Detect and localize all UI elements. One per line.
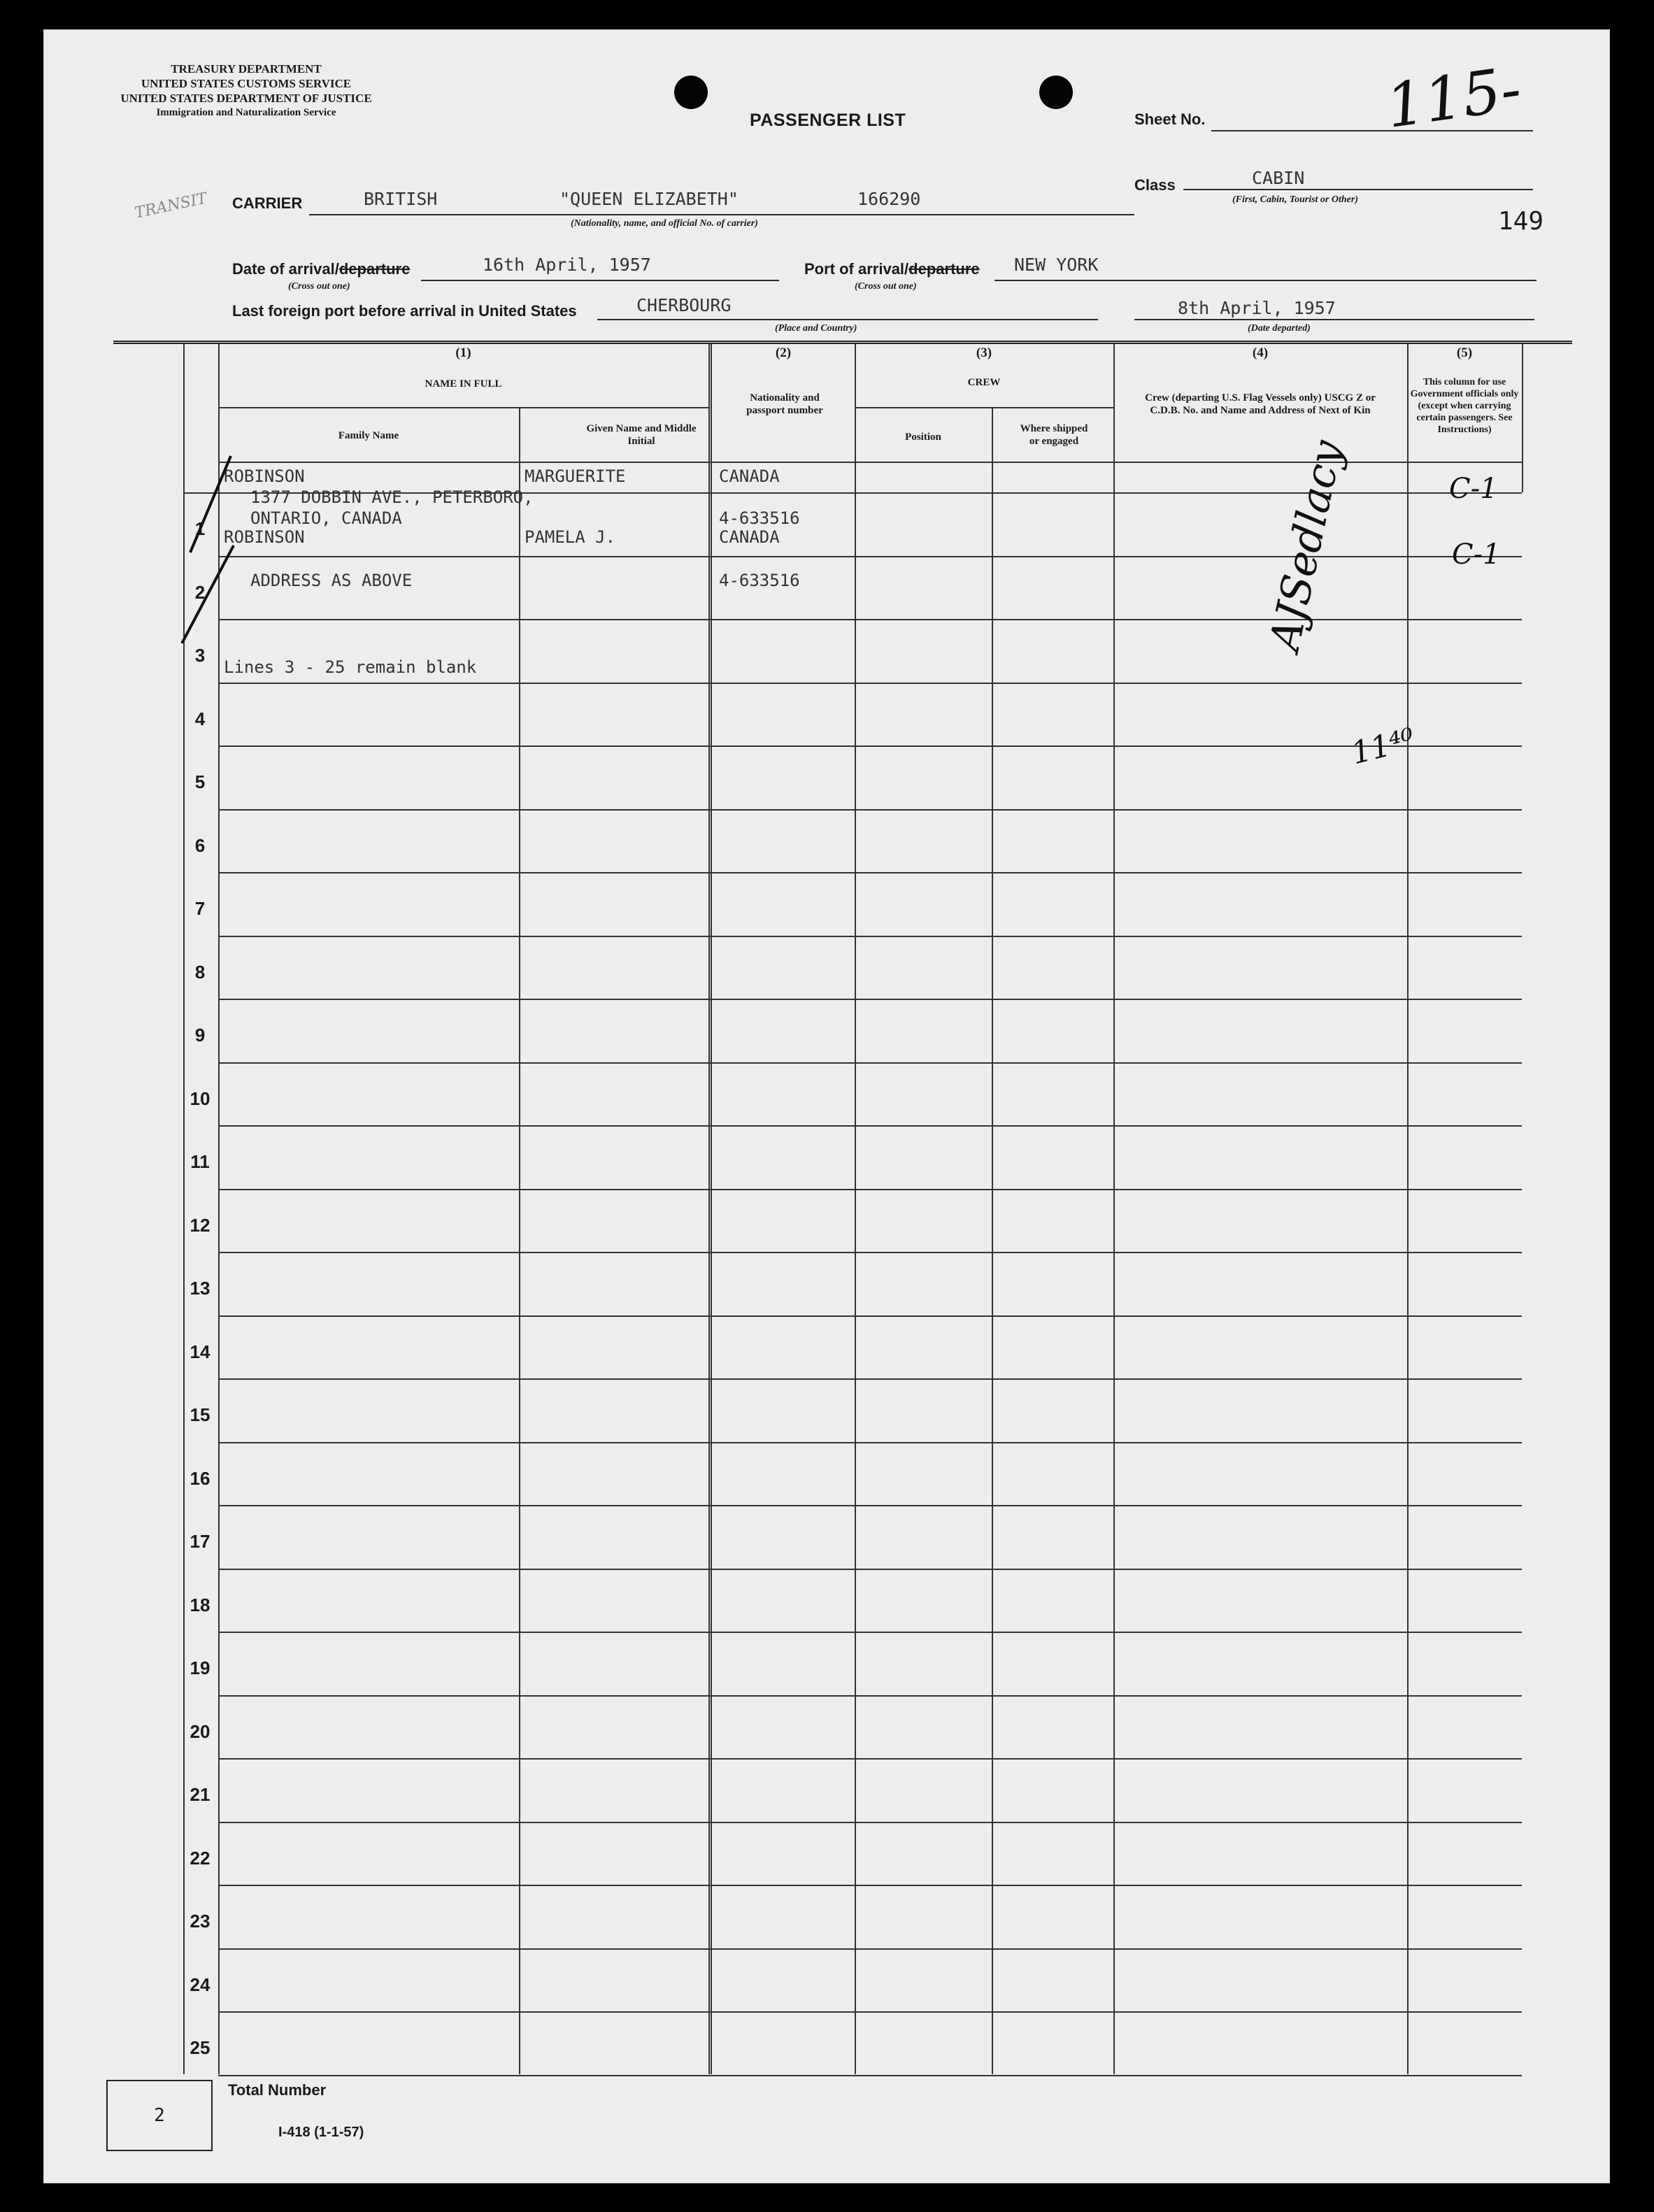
table-top-rule xyxy=(113,341,1572,344)
row-number: 9 xyxy=(194,1025,206,1046)
date-hint: (Cross out one) xyxy=(288,281,350,292)
col4-number: (4) xyxy=(1252,345,1269,360)
last-port-hint: (Place and Country) xyxy=(775,323,857,334)
class-line xyxy=(1183,189,1533,190)
agency-line: UNITED STATES DEPARTMENT OF JUSTICE xyxy=(120,92,372,105)
row-rule xyxy=(218,1125,1522,1127)
entry-2-family: ROBINSON xyxy=(224,527,305,547)
row-number: 13 xyxy=(190,1278,211,1299)
name-col-divider xyxy=(708,344,712,2074)
col3-number: (3) xyxy=(976,345,992,360)
transit-stamp: TRANSIT xyxy=(133,190,209,222)
total-number-label: Total Number xyxy=(228,2081,327,2099)
departed-hint: (Date departed) xyxy=(1248,323,1311,334)
agency-line: TREASURY DEPARTMENT xyxy=(171,62,322,76)
name-header-rule xyxy=(218,407,708,408)
carrier-label: CARRIER xyxy=(232,194,303,212)
carrier-nationality: BRITISH xyxy=(364,189,438,209)
crew-col-divider xyxy=(1113,344,1115,2074)
row-number: 8 xyxy=(194,962,206,983)
col2-number: (2) xyxy=(775,345,792,360)
passenger-list-sheet xyxy=(43,29,1610,2183)
row-number: 20 xyxy=(190,1721,211,1742)
row-number: 23 xyxy=(190,1911,211,1932)
row-rule xyxy=(218,1062,1522,1064)
port-label xyxy=(804,260,980,278)
row-rule xyxy=(218,745,1522,747)
row-number: 16 xyxy=(190,1468,211,1489)
entry-2-passport: 4-633516 xyxy=(719,571,800,590)
carrier-hint: (Nationality, name, and official No. of carrier) xyxy=(571,218,758,229)
page-number: 149 xyxy=(1498,207,1544,236)
date-label xyxy=(232,260,410,278)
agency-line: Immigration and Naturalization Service xyxy=(156,107,336,118)
row-rule xyxy=(218,1695,1522,1697)
inspector-signature: AJSedlacy xyxy=(1260,436,1353,655)
port-line xyxy=(994,280,1537,281)
row-number: 2 xyxy=(194,582,206,603)
row-number: 25 xyxy=(190,2037,211,2058)
entry-1-passport: 4-633516 xyxy=(719,508,800,528)
row-rule xyxy=(218,619,1522,620)
row-number: 21 xyxy=(190,1784,211,1805)
class-label: Class xyxy=(1134,176,1176,194)
total-number-value: 2 xyxy=(154,2105,165,2126)
port-label-text: Port of arrival/ xyxy=(804,260,909,278)
carrier-line xyxy=(309,214,1134,215)
row-number: 11 xyxy=(190,1151,210,1172)
entry-1-gov-mark: C-1 xyxy=(1449,473,1498,505)
col3-title: CREW xyxy=(967,377,1001,388)
carrier-number: 166290 xyxy=(857,189,921,209)
col4-title: Crew (departing U.S. Flag Vessels only) USCG Z or C.D.B. No. and Name and Address of Next of Kin xyxy=(1145,392,1376,416)
row-number: 19 xyxy=(190,1657,211,1678)
row-rule xyxy=(218,999,1522,1000)
agency-line: UNITED STATES CUSTOMS SERVICE xyxy=(141,77,352,90)
entry-1-address: 1377 DOBBIN AVE., PETERBORO, xyxy=(250,487,534,507)
col1b-title: Given Name and Middle Initial xyxy=(586,423,697,447)
arrival-date-value: 16th April, 1957 xyxy=(483,255,651,275)
sheet-number-label: Sheet No. xyxy=(1134,110,1206,128)
row-rule xyxy=(218,1885,1522,1886)
date-line xyxy=(421,280,779,281)
row-rule xyxy=(218,1948,1522,1950)
entry-1-address: ONTARIO, CANADA xyxy=(250,508,402,528)
date-label-crossed: departure xyxy=(338,260,411,278)
date-label-text: Date of arrival/ xyxy=(232,260,339,278)
blank-lines-note: Lines 3 - 25 remain blank xyxy=(224,657,477,677)
entry-1-nationality: CANADA xyxy=(719,466,780,486)
nationality-col-divider xyxy=(855,344,856,2074)
departed-line xyxy=(1134,319,1534,320)
port-value: NEW YORK xyxy=(1014,255,1099,275)
entry-2-address: ADDRESS AS ABOVE xyxy=(250,571,413,590)
entry-2-given: PAMELA J. xyxy=(525,527,616,547)
family-given-divider xyxy=(519,407,520,2074)
col1a-title: Family Name xyxy=(338,430,399,441)
col1-number: (1) xyxy=(455,345,471,360)
row-number: 22 xyxy=(190,1848,211,1869)
row-number: 24 xyxy=(190,1974,211,1995)
last-port-value: CHERBOURG xyxy=(636,295,732,315)
form-number: I-418 (1-1-57) xyxy=(278,2125,364,2140)
row-rule xyxy=(218,683,1522,684)
row-number: 14 xyxy=(190,1341,211,1362)
row-rule xyxy=(218,1822,1522,1823)
row-number: 15 xyxy=(190,1404,211,1425)
entry-2-nationality: CANADA xyxy=(719,527,780,547)
port-label-crossed: departure xyxy=(908,260,980,278)
carrier-name: "QUEEN ELIZABETH" xyxy=(559,189,739,209)
col3b-title: Where shipped or engaged xyxy=(1020,423,1088,447)
row-number: 17 xyxy=(190,1531,211,1552)
row-number: 5 xyxy=(194,771,206,792)
row-rule xyxy=(218,1758,1522,1760)
row-number: 7 xyxy=(194,898,206,919)
crew-header-rule xyxy=(855,407,1113,408)
departed-value: 8th April, 1957 xyxy=(1178,298,1336,318)
col2-title: Nationality and passport number xyxy=(746,392,823,416)
row-rule xyxy=(218,2075,1522,2076)
row-rule xyxy=(218,1569,1522,1570)
punch-hole-left xyxy=(674,76,708,109)
crew-sub-divider xyxy=(992,407,993,2074)
row-rule xyxy=(218,1632,1522,1633)
row-number: 18 xyxy=(190,1594,211,1615)
checkmark-slashes xyxy=(169,448,239,643)
col5-number: (5) xyxy=(1456,345,1473,360)
row-rule xyxy=(218,872,1522,873)
row-rule xyxy=(218,1442,1522,1443)
kin-col-divider xyxy=(1407,344,1409,2074)
total-number-box xyxy=(106,2080,213,2151)
row-number: 1 xyxy=(194,518,206,539)
entry-1-family: ROBINSON xyxy=(224,466,305,486)
port-hint: (Cross out one) xyxy=(855,281,917,292)
row-rule xyxy=(218,1189,1522,1190)
row-rule xyxy=(218,809,1522,811)
row-rule xyxy=(218,936,1522,937)
row-rule xyxy=(218,1505,1522,1506)
row-rule xyxy=(218,1315,1522,1317)
sheet-number-line xyxy=(1211,130,1533,131)
row-rule xyxy=(218,2011,1522,2013)
row-number: 12 xyxy=(190,1215,211,1236)
row-number: 6 xyxy=(194,835,206,856)
row-rule xyxy=(218,1378,1522,1380)
sheet-number-value: 115- xyxy=(1381,54,1526,142)
gov-col-right xyxy=(1522,344,1523,492)
signature-time: 11⁴⁰ xyxy=(1348,721,1419,772)
col5-title: This column for use Government officials only (except when carrying certain passengers. See Instructions) xyxy=(1410,377,1519,435)
page-title: PASSENGER LIST xyxy=(750,110,906,130)
row-number: 4 xyxy=(194,708,206,729)
agency-header xyxy=(113,62,379,120)
col3a-title: Position xyxy=(905,431,941,443)
last-port-line xyxy=(597,319,1098,320)
entry-1-given: MARGUERITE xyxy=(525,466,626,486)
row-number: 10 xyxy=(190,1088,211,1109)
class-hint: (First, Cabin, Tourist or Other) xyxy=(1232,194,1358,205)
row-rule xyxy=(218,1252,1522,1253)
last-port-label: Last foreign port before arrival in United States xyxy=(232,302,577,320)
punch-hole-right xyxy=(1039,76,1073,109)
entry-2-gov-mark: C-1 xyxy=(1452,538,1501,571)
class-value: CABIN xyxy=(1252,168,1305,188)
row-number: 3 xyxy=(194,645,206,666)
col1-title: NAME IN FULL xyxy=(425,378,502,390)
